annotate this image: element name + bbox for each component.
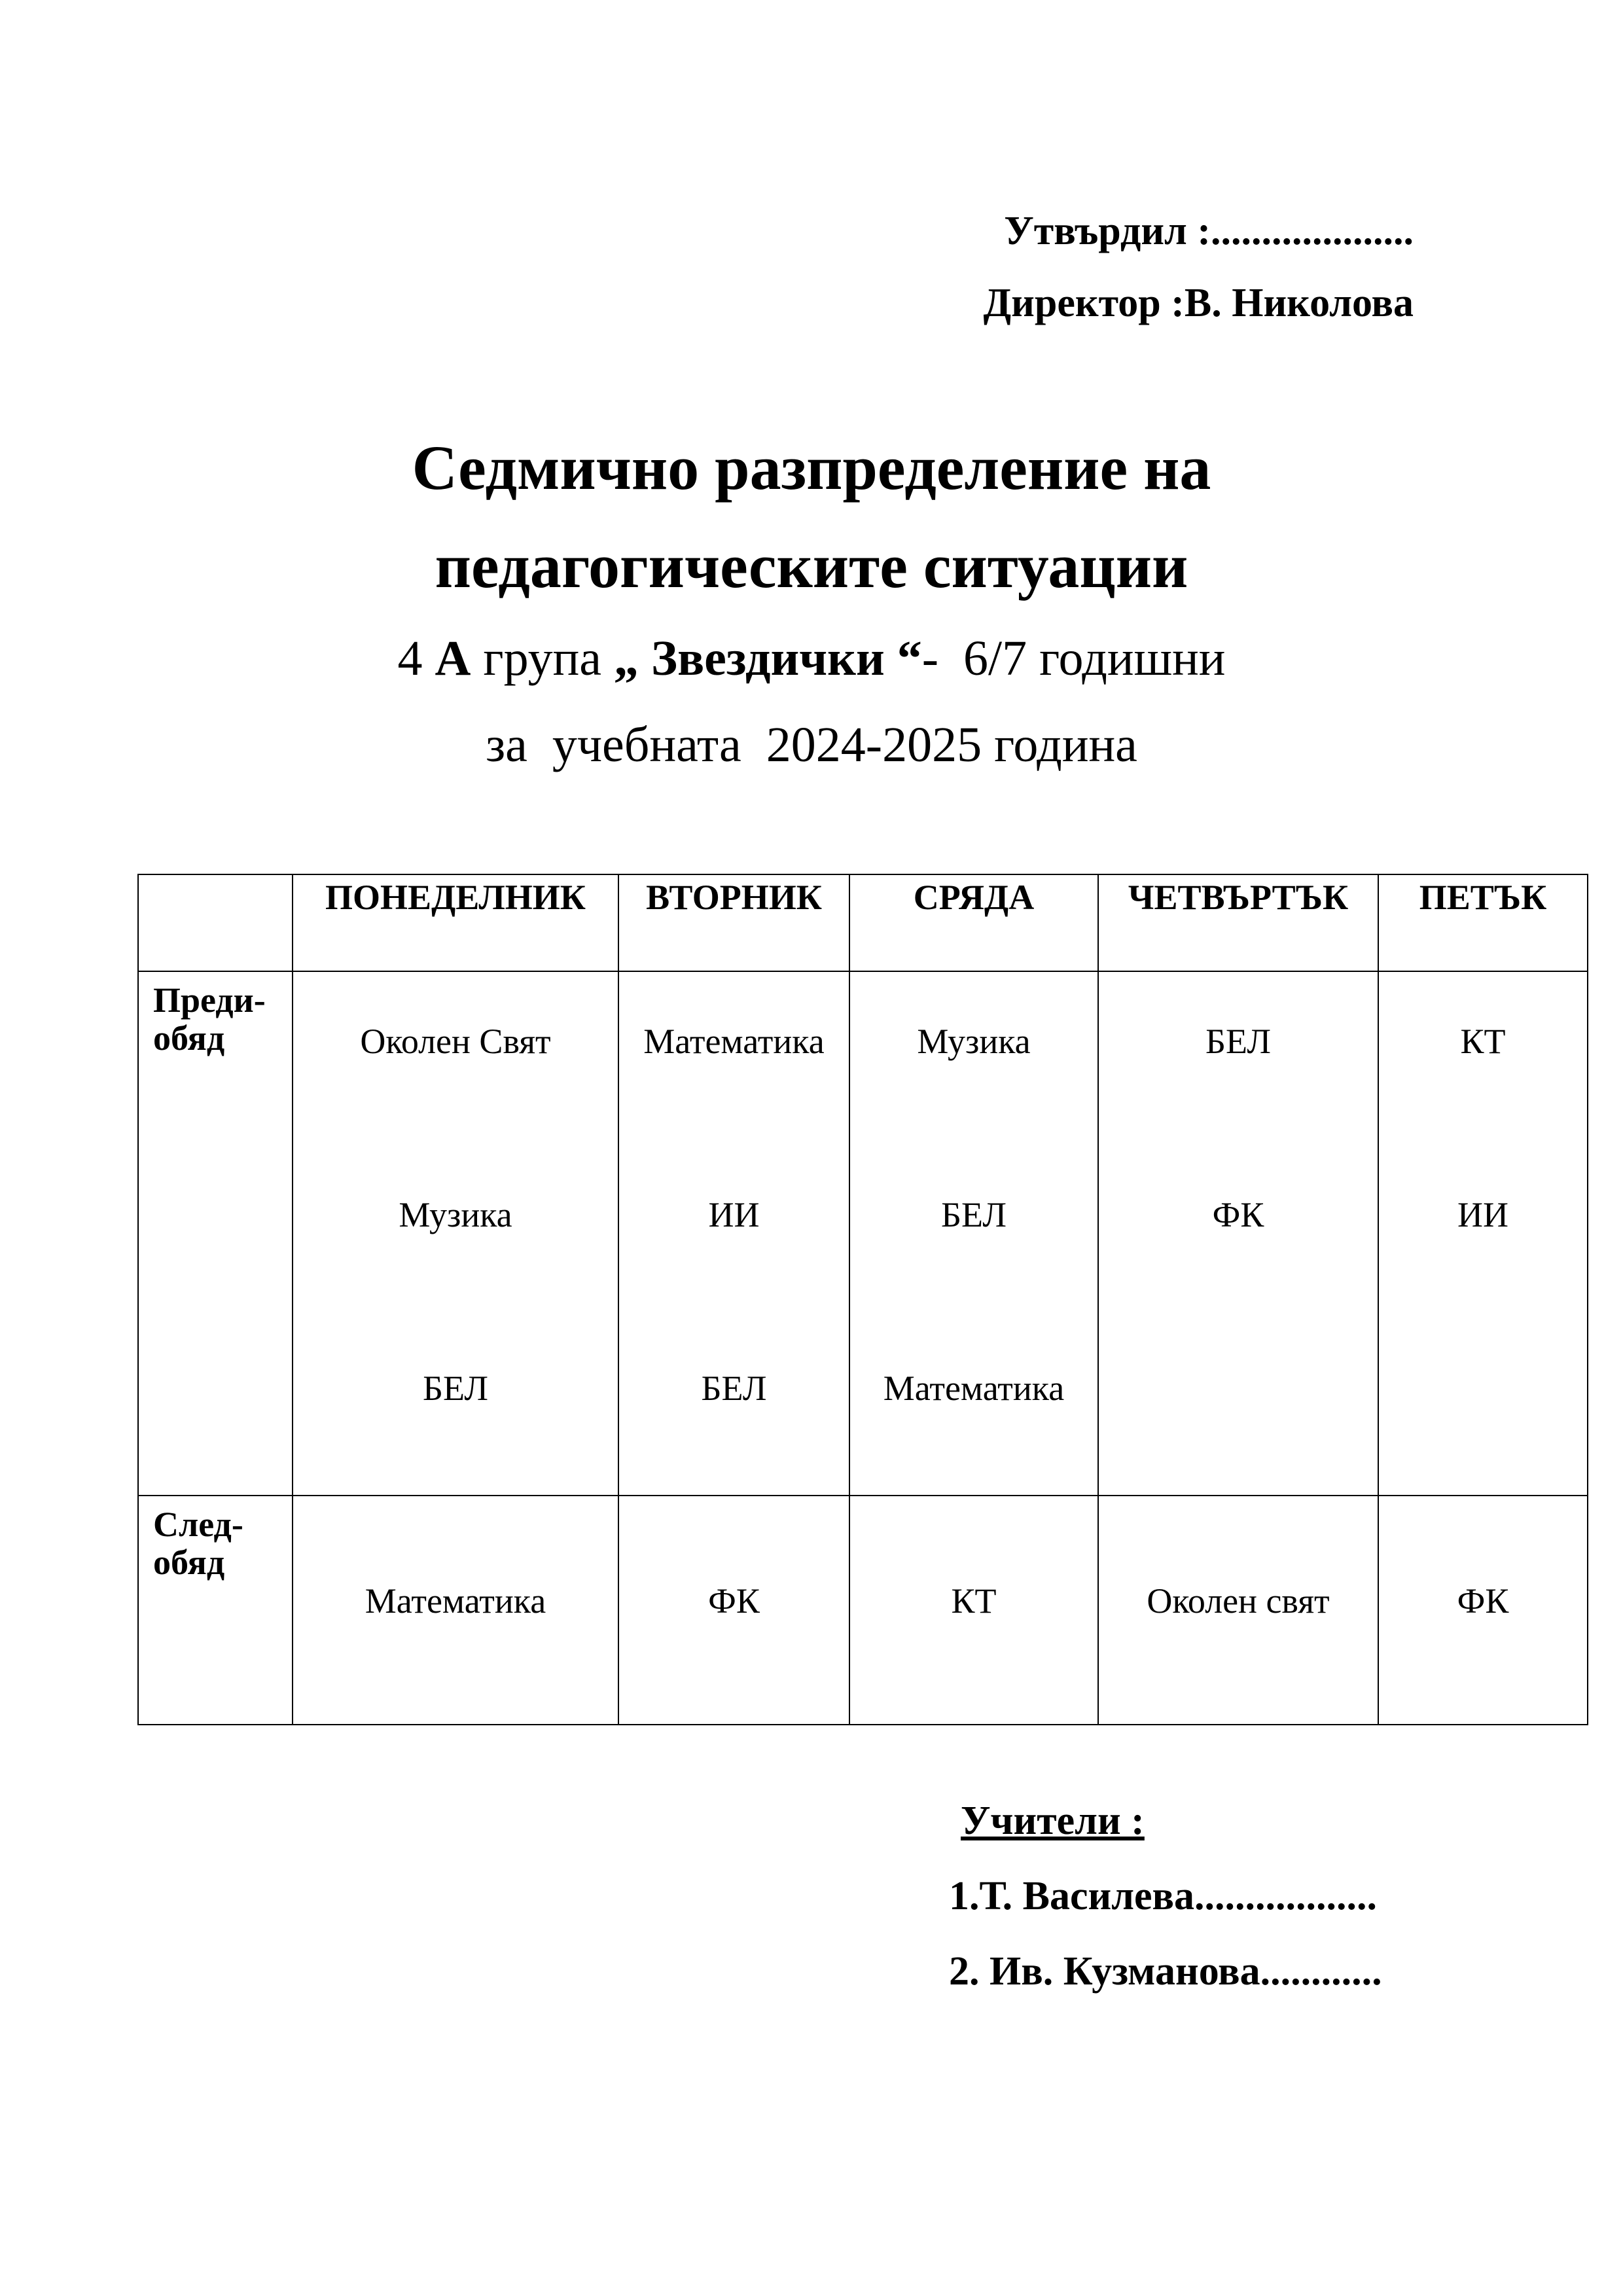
- activity: ИИ: [708, 1195, 760, 1234]
- morning-cell-thursday: [1098, 971, 1378, 1496]
- activity: Околен Свят: [360, 1022, 551, 1061]
- activity: ФК: [708, 1581, 760, 1621]
- day-header-thursday: ЧЕТВЪРТЪК: [1098, 874, 1378, 971]
- corner-cell: [138, 874, 293, 971]
- activity: БЕЛ: [1205, 1022, 1271, 1061]
- activity: БЕЛ: [423, 1369, 488, 1408]
- day-header-wednesday: СРЯДА: [849, 874, 1098, 971]
- activity: Музика: [399, 1195, 512, 1234]
- activity: БЕЛ: [701, 1369, 767, 1408]
- activity: ИИ: [1457, 1195, 1508, 1234]
- activity: Околен свят: [1147, 1581, 1330, 1621]
- activity: КТ: [951, 1581, 997, 1621]
- morning-label-line-2: обяд: [153, 1018, 225, 1058]
- activity: ФК: [1457, 1581, 1509, 1621]
- group-word: група: [471, 631, 614, 686]
- activity: Математика: [643, 1022, 825, 1061]
- teacher-2: 2. Ив. Кузманова............: [949, 1949, 1382, 1994]
- group-line: [0, 615, 1623, 702]
- subtitle: [0, 615, 1623, 788]
- teacher-1: 1.Т. Василева..................: [949, 1874, 1378, 1918]
- approved-line: Утвърдил :....................: [1004, 209, 1414, 253]
- schedule-table: [137, 874, 1588, 1725]
- activity: КТ: [1460, 1022, 1506, 1061]
- group-age: - 6/7 годишни: [921, 631, 1226, 686]
- day-header-monday: ПОНЕДЕЛНИК: [293, 874, 618, 971]
- morning-label: [138, 971, 293, 1496]
- afternoon-cell-thursday: [1098, 1496, 1378, 1725]
- activity: Математика: [883, 1369, 1065, 1408]
- activity: Математика: [365, 1581, 546, 1621]
- morning-row: [138, 971, 1588, 1496]
- afternoon-cell-friday: [1378, 1496, 1588, 1725]
- title-line-1: Седмично разпределение на: [412, 433, 1211, 503]
- morning-cell-wednesday: [849, 971, 1098, 1496]
- morning-cell-tuesday: [618, 971, 849, 1496]
- header-row: [138, 874, 1588, 971]
- approval-block: [984, 195, 1414, 339]
- day-header-friday: ПЕТЪК: [1378, 874, 1588, 971]
- afternoon-label-line-2: обяд: [153, 1543, 225, 1582]
- afternoon-cell-wednesday: [849, 1496, 1098, 1725]
- afternoon-cell-monday: [293, 1496, 618, 1725]
- afternoon-label: [138, 1496, 293, 1725]
- director-line: Директор :В. Николова: [983, 281, 1414, 325]
- group-name: „ Звездички “: [614, 631, 922, 686]
- school-year-line: за учебната 2024-2025 година: [486, 717, 1137, 772]
- teachers-heading: Учители :: [961, 1799, 1145, 1843]
- title-line-2: педагогическите ситуации: [435, 531, 1188, 601]
- group-number: 4: [397, 631, 435, 686]
- teachers-block: [949, 1784, 1382, 2009]
- afternoon-row: [138, 1496, 1588, 1725]
- day-header-tuesday: ВТОРНИК: [618, 874, 849, 971]
- group-letter: А: [435, 631, 471, 686]
- activity: БЕЛ: [941, 1195, 1007, 1234]
- activity: ФК: [1212, 1195, 1264, 1234]
- afternoon-label-line-1: След-: [153, 1505, 243, 1544]
- morning-label-line-1: Преди-: [153, 980, 266, 1020]
- morning-cell-friday: [1378, 971, 1588, 1496]
- afternoon-cell-tuesday: [618, 1496, 849, 1725]
- activity: Музика: [917, 1022, 1031, 1061]
- morning-cell-monday: [293, 971, 618, 1496]
- page-title: [0, 419, 1623, 615]
